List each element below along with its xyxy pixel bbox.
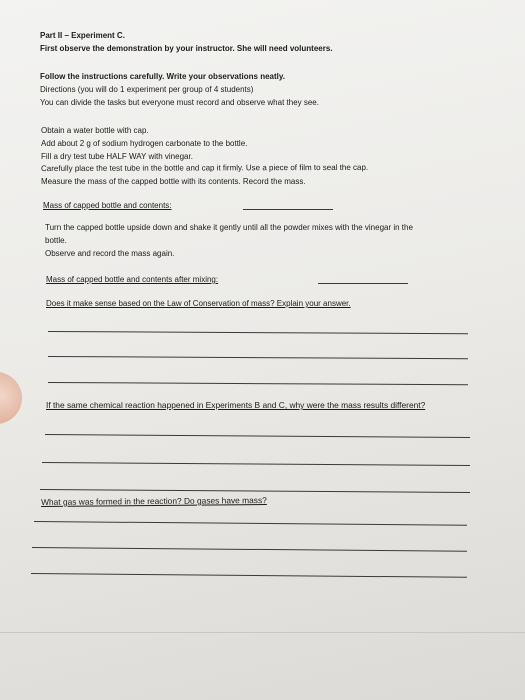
turn-step-line3: Observe and record the mass again. [45,249,175,258]
question-conservation: Does it make sense based on the Law of Conservation of mass? Explain your answer. [46,299,351,308]
turn-step-line1: Turn the capped bottle upside down and shake it gently until all the powder mixes with the vinegar in the [45,223,413,232]
answer-line [42,462,470,466]
step-5: Measure the mass of the capped bottle with its contents. Record the mass. [41,177,306,186]
answer-line [31,573,467,578]
answer-line [32,547,467,552]
question-experiments: If the same chemical reaction happened in Experiments B and C, why were the mass results different? [46,400,426,410]
answer-line [34,521,467,526]
question-gas: What gas was formed in the reaction? Do gases have mass? [41,495,267,507]
step-2: Add about 2 g of sodium hydrogen carbonate to the bottle. [41,139,248,148]
directions-text: Directions (you will do 1 experiment per group of 4 students) [40,85,254,94]
divide-text: You can divide the tasks but everyone must record and observe what they see. [40,98,319,107]
answer-line [48,382,468,385]
mass-after-label: Mass of capped bottle and contents after mixing: [46,275,219,284]
follow-instruction: Follow the instructions carefully. Write your observations neatly. [40,72,285,81]
turn-step-line2: bottle. [45,236,67,245]
mass-before-label: Mass of capped bottle and contents: [43,201,172,210]
answer-line [48,331,468,334]
mass-after-answer-line [318,283,408,284]
step-4: Carefully place the test tube in the bottle and cap it firmly. Use a piece of film to seal the cap. [41,162,369,173]
mass-before-answer-line [243,209,333,210]
answer-line [40,489,470,493]
answer-line [48,356,468,359]
observe-instruction: First observe the demonstration by your instructor. She will need volunteers. [40,44,333,53]
step-3: Fill a dry test tube HALF WAY with vinegar. [41,152,193,161]
thumb [0,372,22,424]
answer-line [45,434,470,438]
step-1: Obtain a water bottle with cap. [41,126,149,135]
page-fold [0,632,525,633]
part-title: Part II – Experiment C. [40,31,125,40]
